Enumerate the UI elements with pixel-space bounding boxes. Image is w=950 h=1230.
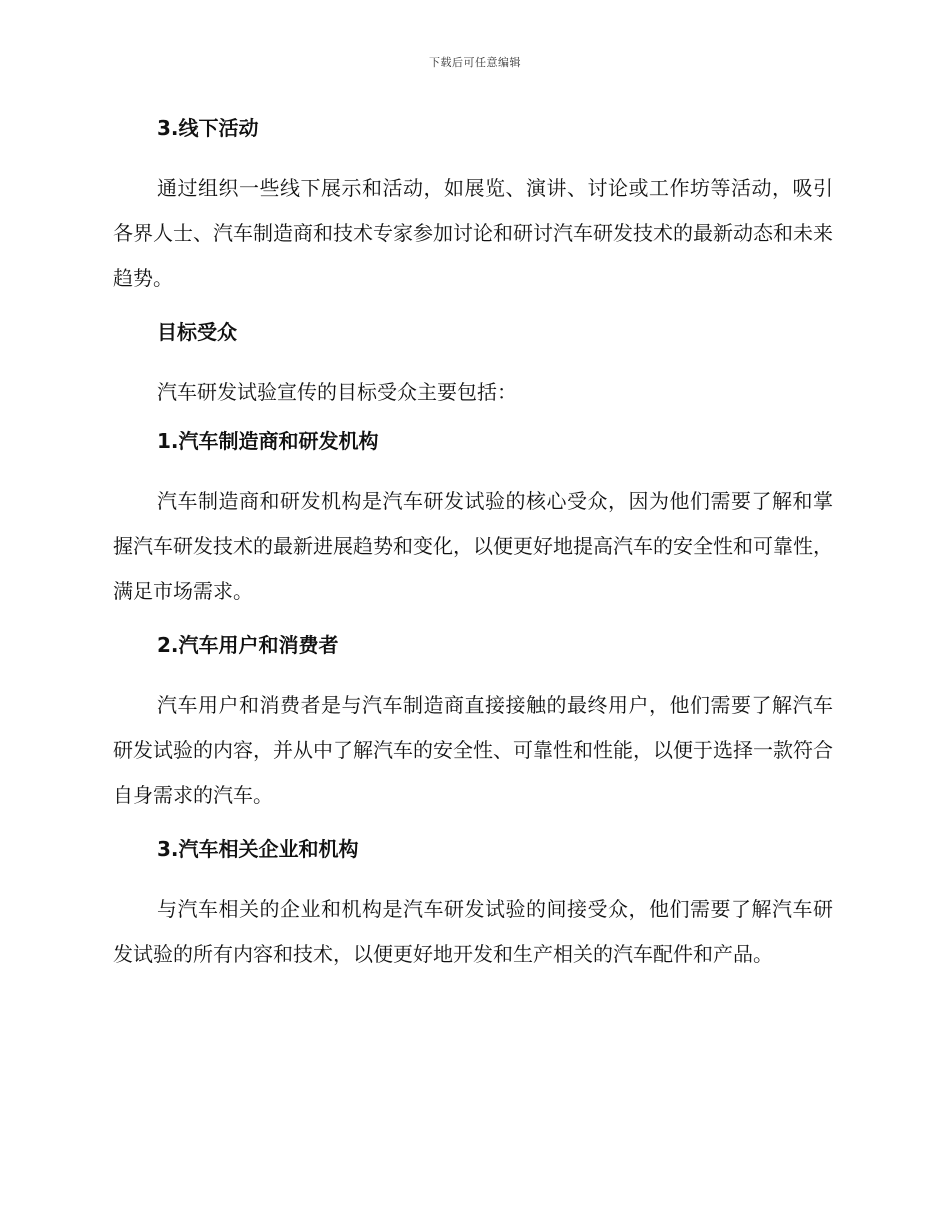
- document-body: [113, 112, 833, 992]
- paragraph-target-audience-intro: 汽车研发试验宣传的目标受众主要包括：: [157, 380, 517, 404]
- section-heading-manufacturers: 1.汽车制造商和研发机构: [157, 429, 379, 453]
- section-heading-offline-activities: 3.线下活动: [157, 116, 259, 140]
- section-heading-users: 2.汽车用户和消费者: [157, 633, 339, 657]
- paragraph-offline-activities: 通过组织一些线下展示和活动，如展览、演讲、讨论或工作坊等活动，吸引各界人士、汽车制造商和技术专家参加讨论和研讨汽车研发技术的最新动态和未来趋势。: [113, 176, 833, 290]
- paragraph-related-companies: 与汽车相关的企业和机构是汽车研发试验的间接受众，他们需要了解汽车研发试验的所有内容和技术，以便更好地开发和生产相关的汽车配件和产品。: [113, 897, 833, 966]
- section-heading-target-audience: 目标受众: [157, 320, 237, 344]
- section-heading-related-companies: 3.汽车相关企业和机构: [157, 837, 359, 861]
- page-header-note: 下载后可任意编辑: [429, 56, 521, 69]
- paragraph-users: 汽车用户和消费者是与汽车制造商直接接触的最终用户，他们需要了解汽车研发试验的内容，并从中了解汽车的安全性、可靠性和性能，以便于选择一款符合自身需求的汽车。: [113, 693, 833, 807]
- paragraph-manufacturers: 汽车制造商和研发机构是汽车研发试验的核心受众，因为他们需要了解和掌握汽车研发技术的最新进展趋势和变化，以便更好地提高汽车的安全性和可靠性，满足市场需求。: [113, 489, 833, 603]
